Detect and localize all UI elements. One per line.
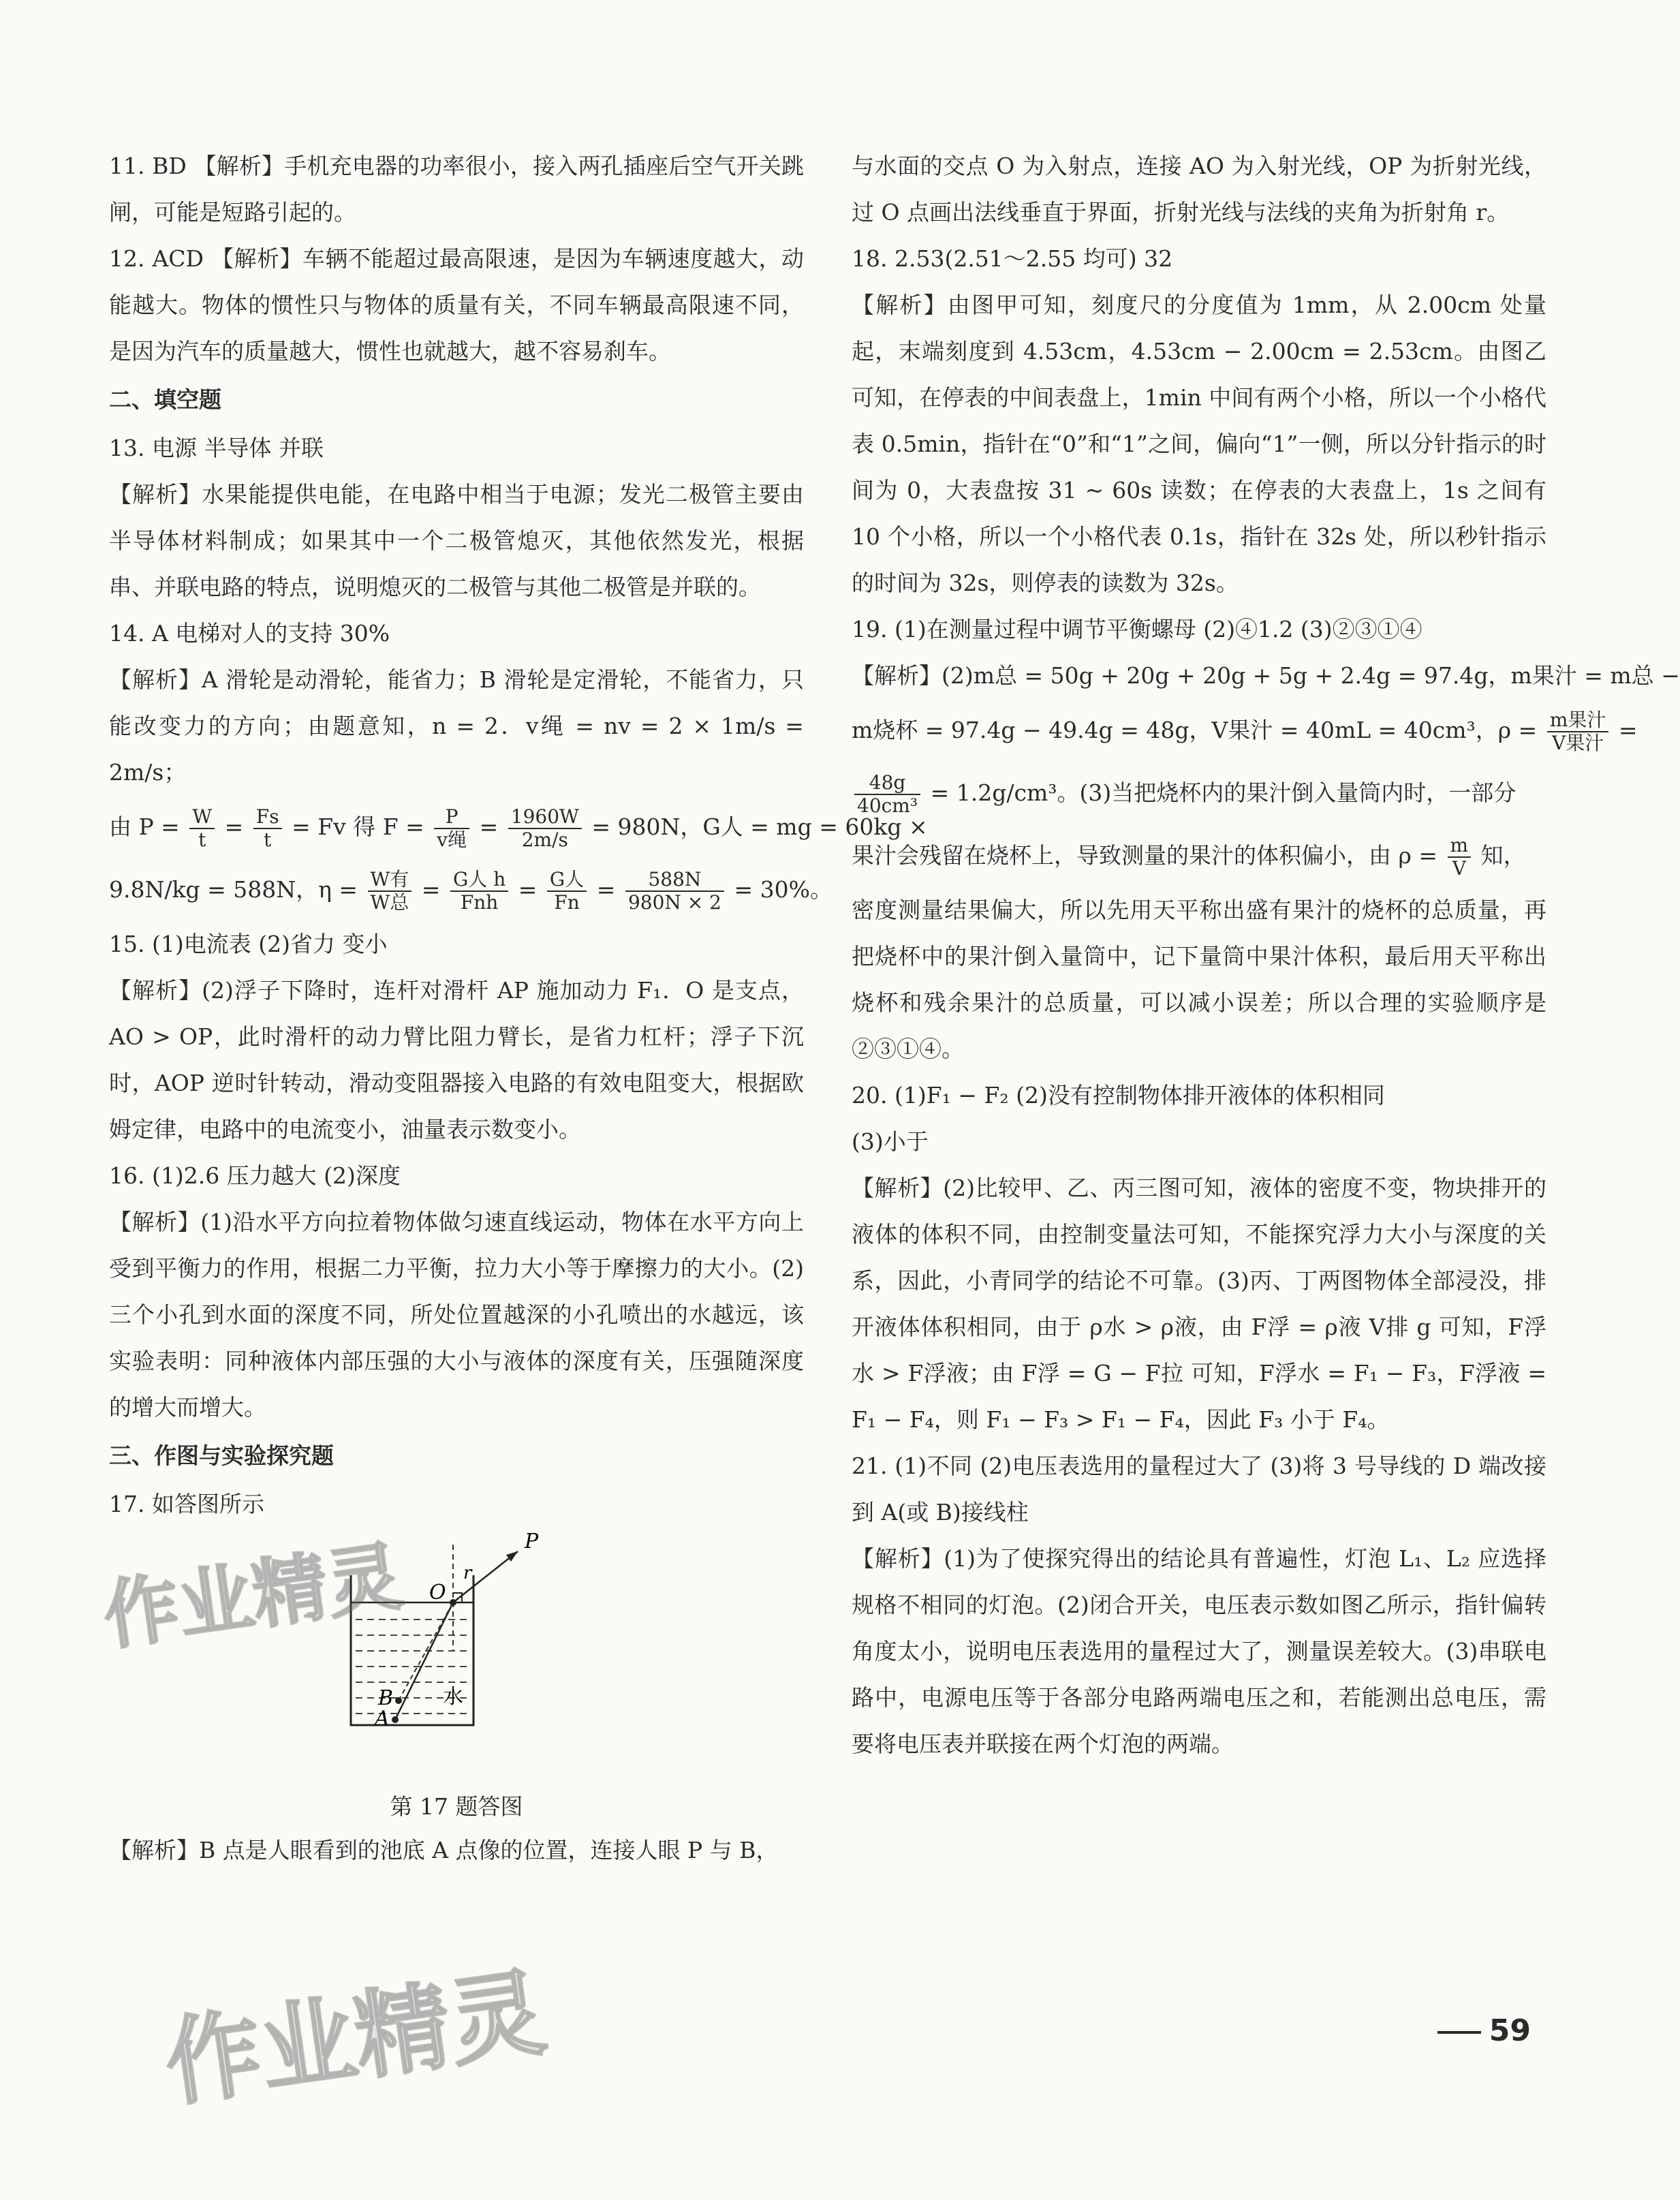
explanation-18: 【解析】由图甲可知，刻度尺的分度值为 1mm，从 2.00cm 处量起，末端刻度到 4.53cm，4.53cm − 2.00cm = 2.53cm。由图乙可知，在停表的中间表盘上，1min 中间有两个小格，所以一个小格代表 0.5min，指针在“0”和“1”之间，偏向“1”一侧，所以分针指示的时间为 0，大表盘按 31 ~ 60s 读数；在停表的大表盘上，1s 之间有 10 个小格，所以一个小格代表 0.1s，指针在 32s 处，所以秒针指示的时间为 32s，则停表的读数为 32s。: [852, 292, 1546, 596]
right-column: [852, 143, 1680, 1767]
explanation-15: 【解析】(2)浮子下降时，连杆对滑杆 AP 施加动力 F₁．O 是支点，AO > OP，此时滑杆的动力臂比阻力臂长，是省力杠杆；浮子下沉时，AOP 逆时针转动，滑动变阻器接入电路的有效电阻变大，根据欧姆定律，电路中的电流变小，油量表示数变小。: [109, 977, 804, 1143]
point-o: [450, 1599, 456, 1606]
label-o: O: [429, 1581, 446, 1605]
refraction-diagram: [109, 1528, 804, 1786]
label-a: A: [375, 1707, 390, 1731]
fraction-fs-over-t: $\frac{Fs}{t}$: [253, 806, 282, 851]
explanation-17: 【解析】B 点是人眼看到的池底 A 点像的位置，连接人眼 P 与 B，: [109, 1837, 779, 1863]
page-number-dash: [1437, 2031, 1481, 2034]
section-heading-fill-in: 二、填空题: [109, 386, 221, 413]
page-number: 59: [1437, 2013, 1531, 2048]
label-water: 水: [443, 1685, 463, 1709]
answer-12: 12. ACD 【解析】车辆不能超过最高限速，是因为车辆速度越大，动能越大。物体的惯性只与物体的质量有关，不同车辆最高限速不同，是因为汽车的质量越大，惯性也就越大，越不容易刹车。: [109, 245, 804, 365]
fraction-1960-over-2: $\frac{1960W}{2m/s}$: [508, 806, 582, 851]
label-b: B: [378, 1686, 394, 1710]
fraction-w-over-t: $\frac{W}{t}$: [189, 806, 215, 851]
answer-16: 16. (1)2.6 压力越大 (2)深度: [109, 1162, 401, 1189]
figure-17-refraction: [109, 1528, 804, 1786]
explanation-14: 【解析】A 滑轮是动滑轮，能省力；B 滑轮是定滑轮，不能省力，只能改变力的方向；由题意知，n = 2．v绳 = nv = 2 × 1m/s = 2m/s；: [109, 666, 804, 786]
label-r: r: [463, 1563, 472, 1583]
fraction-g-fn: $\frac{\text{G人}}{Fn}$: [547, 869, 587, 914]
answer-11: 11. BD 【解析】手机充电器的功率很小，接入两孔插座后空气开关跳闸，可能是短路引起的。: [109, 153, 804, 226]
point-a: [392, 1716, 399, 1723]
point-b: [395, 1697, 402, 1704]
watermark-middle: 作业精灵: [98, 1532, 408, 1660]
figure-17-caption: 第 17 题答图: [390, 1793, 523, 1820]
fraction-588-980: $\frac{588N}{980N \times 2}$: [625, 869, 724, 914]
explanation-19-line-2: m烧杯 = 97.4g − 49.4g = 48g，V果汁 = 40mL = 40cm³，ρ = $\frac{\text{m果汁}}{\text{V果汁}}$ =: [852, 709, 1638, 754]
watermark-bottom: 作业精灵: [159, 1957, 553, 2121]
answer-15: 15. (1)电流表 (2)省力 变小: [109, 931, 388, 957]
answer-17: 17. 如答图所示: [109, 1491, 264, 1517]
fraction-48-40: $\frac{48g}{\text{40cm³}}$: [854, 772, 920, 817]
fraction-w-useful-total: $\frac{\text{W有}}{\text{W总}}$: [368, 869, 412, 914]
explanation-16: 【解析】(1)沿水平方向拉着物体做匀速直线运动，物体在水平方向上受到平衡力的作用，根据二力平衡，拉力大小等于摩擦力的大小。(2)三个小孔到水面的深度不同，所处位置越深的小孔喷出的水越远，该实验表明：同种液体内部压强的大小与液体的深度有关，压强随深度的增大而增大。: [109, 1209, 804, 1421]
answer-21: 21. (1)不同 (2)电压表选用的量程过大了 (3)将 3 号导线的 D 端改接到 A(或 B)接线柱: [852, 1453, 1546, 1525]
label-p: P: [525, 1530, 539, 1553]
explanation-21: 【解析】(1)为了使探究得出的结论具有普遍性，灯泡 L₁、L₂ 应选择规格不相同的灯泡。(2)闭合开关，电压表示数如图乙所示，指针偏转角度太小，说明电压表选用的量程过大了，测量误差较大。(3)串联电路中，电源电压等于各部分电路两端电压之和，若能测出总电压，需要将电压表并联接在两个灯泡的两端。: [852, 1545, 1546, 1757]
answer-18: 18. 2.53(2.51～2.55 均可) 32: [852, 245, 1173, 272]
explanation-17-continued: 与水面的交点 O 为入射点，连接 AO 为入射光线，OP 为折射光线，过 O 点画出法线垂直于界面，折射光线与法线的夹角为折射角 r。: [852, 153, 1546, 226]
explanation-19-line-4: 果汁会残留在烧杯上，导致测量的果汁的体积偏小，由 ρ = $\frac{m}{V}$ 知，: [852, 834, 1526, 880]
explanation-13: 【解析】水果能提供电能，在电路中相当于电源；发光二极管主要由半导体材料制成；如果其中一个二极管熄灭，其他依然发光，根据串、并联电路的特点，说明熄灭的二极管与其他二极管是并联的。: [109, 481, 804, 600]
fraction-p-over-v: $\frac{P}{\text{v绳}}$: [434, 806, 469, 851]
formula-line-efficiency: 9.8N/kg = 588N，η = $\frac{\text{W有}}{\text{W总}}$ = $\frac{\text{G人 h}}{\text{Fnh}}$ = $\frac{\text{G人}}{Fn}$ = $\frac{588N}{980N \times 2}$ = 30%。: [109, 868, 833, 914]
section-heading-experiment: 三、作图与实验探究题: [109, 1442, 334, 1469]
fraction-m-over-v: $\frac{m}{V}$: [1448, 835, 1472, 880]
explanation-19-line-3: $\frac{48g}{\text{40cm³}}$ = 1.2g/cm³。(3)当把烧杯内的果汁倒入量筒内时，一部分: [852, 762, 1546, 824]
answer-14: 14. A 电梯对人的支持 30%: [109, 620, 390, 647]
explanation-19-rest: 密度测量结果偏大，所以先用天平称出盛有果汁的烧杯的总质量，再把烧杯中的果汁倒入量筒中，记下量筒中果汁体积，最后用天平称出烧杯和残余果汁的总质量，可以减小误差；所以合理的实验顺序是②③①④。: [852, 897, 1546, 1062]
answer-20: 20. (1)F₁ − F₂ (2)没有控制物体排开液体的体积相同: [852, 1082, 1385, 1109]
fraction-density-juice: $\frac{\text{m果汁}}{\text{V果汁}}$: [1547, 709, 1609, 754]
answer-13: 13. 电源 半导体 并联: [109, 435, 324, 461]
formula-line-power: 由 P = $\frac{W}{t}$ = $\frac{Fs}{t}$ = Fv 得 F = $\frac{P}{\text{v绳}}$ = $\frac{1960W}{2m/s}$ = 980N，G人 = mg = 60kg ×: [109, 805, 928, 851]
answer-20-part-3: (3)小于: [852, 1128, 929, 1155]
explanation-19-line-1: 【解析】(2)m总 = 50g + 20g + 20g + 5g + 2.4g = 97.4g，m果汁 = m总 −: [852, 662, 1680, 689]
answer-19: 19. (1)在测量过程中调节平衡螺母 (2)④1.2 (3)②③①④: [852, 616, 1422, 642]
fraction-gh-fnh: $\frac{\text{G人 h}}{\text{Fnh}}$: [450, 869, 508, 914]
explanation-20: 【解析】(2)比较甲、乙、丙三图可知，液体的密度不变，物块排开的液体的体积不同，由控制变量法可知，不能探究浮力大小与深度的关系，因此，小青同学的结论不可靠。(3)丙、丁两图物体全部浸没，排开液体体积相同，由于 ρ水 > ρ液，由 F浮 = ρ液 V排 g 可知，F浮水 > F浮液；由 F浮 = G − F拉 可知，F浮水 = F₁ − F₃，F浮液 = F₁ − F₄，则 F₁ − F₃ > F₁ − F₄，因此 F₃ 小于 F₄。: [852, 1175, 1546, 1433]
